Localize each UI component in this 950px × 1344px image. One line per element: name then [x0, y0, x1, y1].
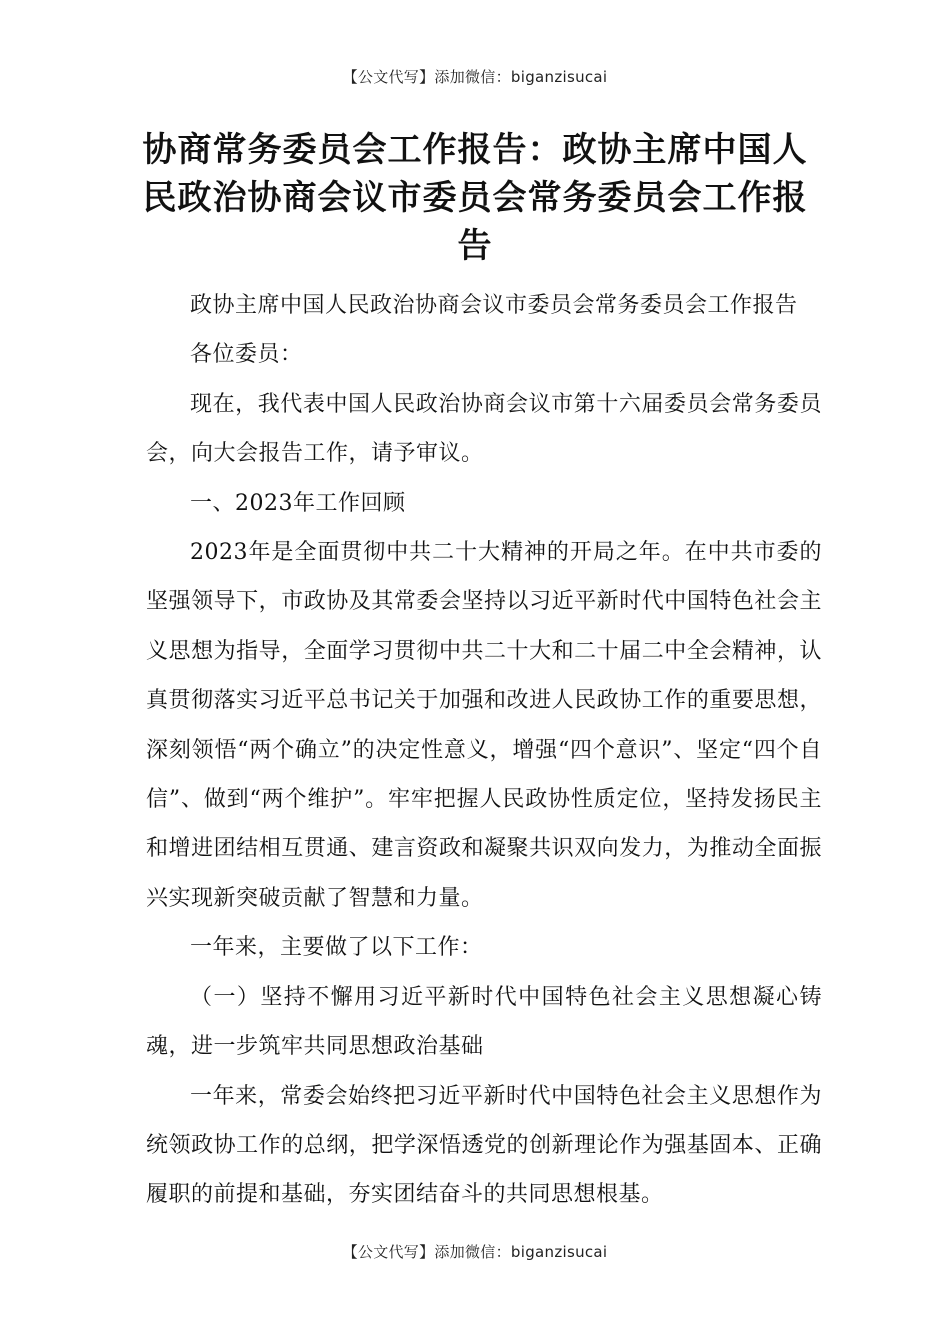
- document-title: 协商常务委员会工作报告：政协主席中国人民政治协商会议市委员会常务委员会工作报告: [142, 130, 808, 266]
- paragraph-work-intro: 一年来，主要做了以下工作：: [190, 935, 483, 961]
- footer-note: 【公文代写】添加微信：biganzisucai: [342, 1243, 608, 1261]
- paragraph-subsection-1: 一年来，常委会始终把习近平新时代中国特色社会主义思想作为统领政协工作的总纲，把学深悟透党的创新理论作为强基固本、正确履职的前提和基础，夯实团结奋斗的共同思想根基。: [146, 1083, 822, 1208]
- paragraph-opening: 现在，我代表中国人民政治协商会议市第十六届委员会常务委员会，向大会报告工作，请予审议。: [146, 391, 822, 467]
- document-body: [146, 281, 822, 1220]
- paragraph-salutation: 各位委员：: [190, 342, 303, 368]
- header-note: 【公文代写】添加微信：biganzisucai: [342, 68, 608, 86]
- paragraph-subtitle: 政协主席中国人民政治协商会议市委员会常务委员会工作报告: [190, 293, 798, 318]
- subsection-heading-1: （一）坚持不懈用习近平新时代中国特色社会主义思想凝心铸魂，进一步筑牢共同思想政治基础: [146, 984, 822, 1060]
- paragraph-overview: 2023年是全面贯彻中共二十大精神的开局之年。在中共市委的坚强领导下，市政协及其常委会坚持以习近平新时代中国特色社会主义思想为指导，全面学习贯彻中共二十大和二十届二中全会精神，认真贯彻落实习近平总书记关于加强和改进人民政协工作的重要思想，深刻领悟“两个确立”的决定性意义，增强“四个意识”、坚定“四个自信”、做到“两个维护”。牢牢把握人民政协性质定位，坚持发扬民主和增进团结相互贯通、建言资政和凝聚共识双向发力，为推动全面振兴实现新突破贡献了智慧和力量。: [146, 540, 822, 911]
- section-heading-review: 一、2023年工作回顾: [190, 490, 406, 516]
